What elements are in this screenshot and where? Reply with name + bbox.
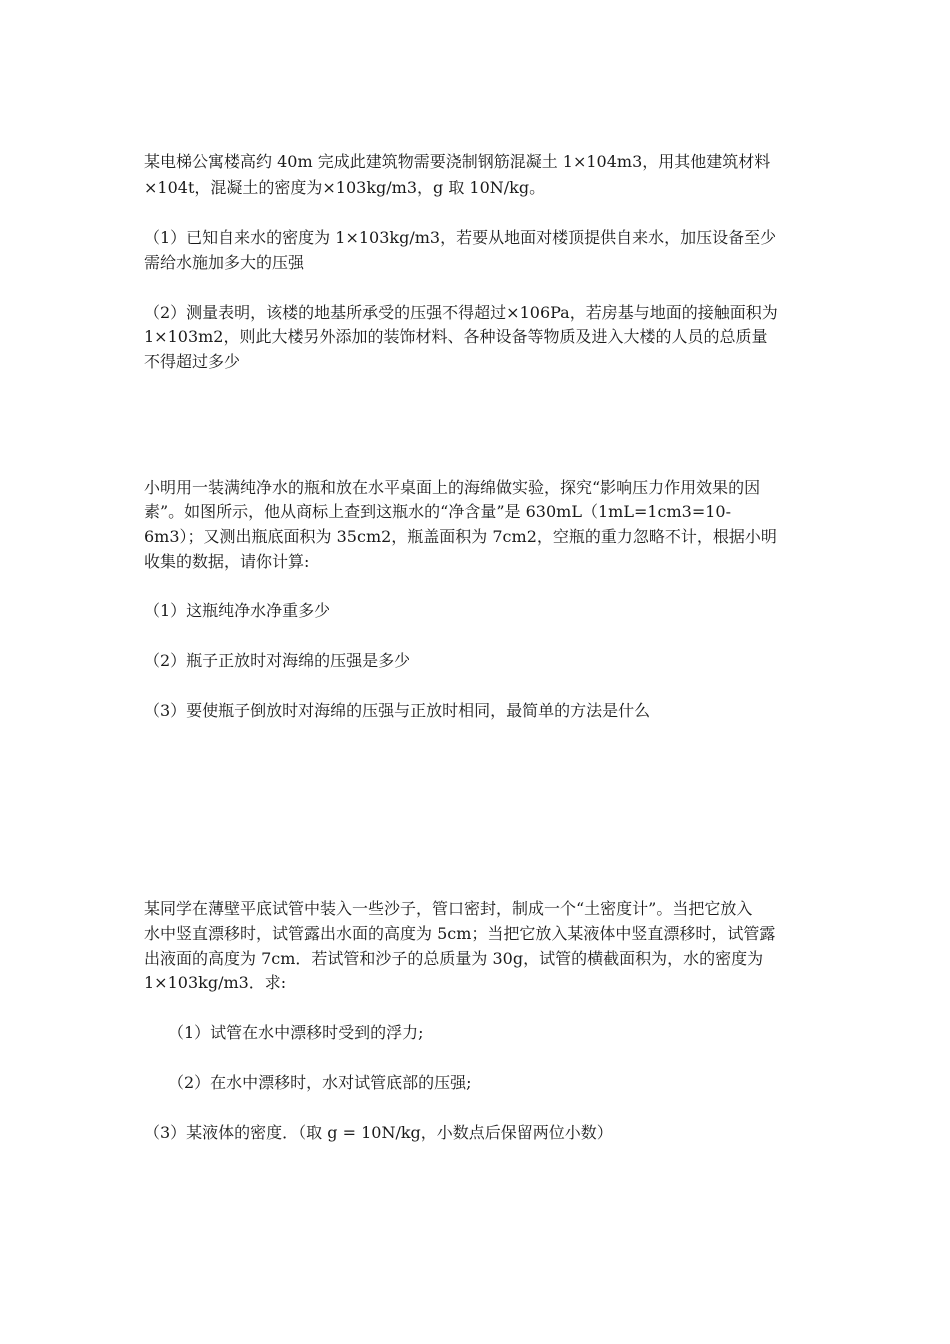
problem2-stem-line4: 收集的数据，请你计算: [144,552,310,571]
problem3-stem-line1: 某同学在薄壁平底试管中装入一些沙子，管口密封，制成一个“土密度计”。当把它放入 [144,899,753,918]
problem3-question1: （1）试管在水中漂移时受到的浮力; [168,1023,424,1042]
problem1-question1-line1: （1）已知自来水的密度为 1×103kg/m3，若要从地面对楼顶提供自来水，加压设备至少 [144,228,777,247]
problem2-stem-line2: 素”。如图所示，他从商标上查到这瓶水的“净含量”是 630mL（1mL=1cm3=10- [144,502,732,521]
problem3-stem-line3: 出液面的高度为 7cm．若试管和沙子的总质量为 30g，试管的横截面积为，水的密度为 [144,949,764,968]
problem1-question2-line1: （2）测量表明，该楼的地基所承受的压强不得超过×106Pa，若房基与地面的接触面积为 [144,303,778,322]
problem2-question3: （3）要使瓶子倒放时对海绵的压强与正放时相同，最简单的方法是什么 [144,701,651,720]
problem1-stem-line2: ×104t，混凝土的密度为×103kg/m3，g 取 10N/kg。 [144,178,546,197]
problem1-stem-line1: 某电梯公寓楼高约 40m 完成此建筑物需要浇制钢筋混凝土 1×104m3，用其他建筑材料 [144,152,771,171]
problem2-question1: （1）这瓶纯净水净重多少 [144,601,331,620]
problem1-question1-line2: 需给水施加多大的压强 [144,253,305,272]
problem2-question2: （2）瓶子正放时对海绵的压强是多少 [144,651,411,670]
problem2-stem-line1: 小明用一装满纯净水的瓶和放在水平桌面上的海绵做实验，探究“影响压力作用效果的因 [144,478,761,497]
problem3-stem-line2: 水中竖直漂移时，试管露出水面的高度为 5cm；当把它放入某液体中竖直漂移时，试管露 [144,924,776,943]
problem3-stem-line4: 1×103kg/m3．求: [144,973,287,992]
problem1-question2-line3: 不得超过多少 [144,352,241,371]
problem1-question2-line2: 1×103m2，则此大楼另外添加的装饰材料、各种设备等物质及进入大楼的人员的总质量 [144,327,768,346]
problem3-question2: （2）在水中漂移时，水对试管底部的压强; [168,1073,472,1092]
problem3-question3: （3）某液体的密度．（取 g = 10N/kg，小数点后保留两位小数） [144,1123,613,1142]
problem2-stem-line3: 6m3）；又测出瓶底面积为 35cm2，瓶盖面积为 7cm2，空瓶的重力忽略不计，根据小明 [144,527,777,546]
